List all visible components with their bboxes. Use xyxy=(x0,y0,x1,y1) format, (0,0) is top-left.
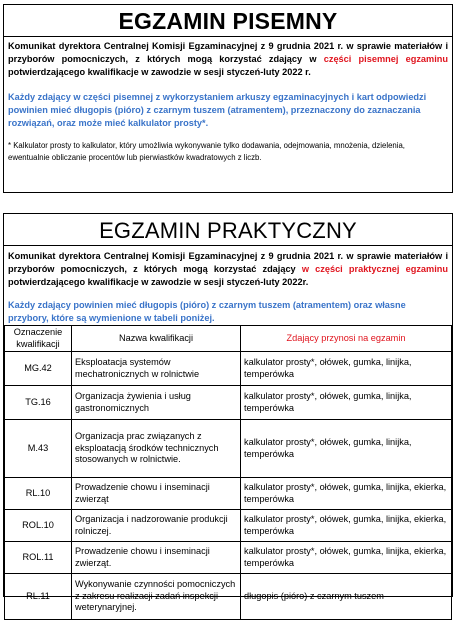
qualification-name: Organizacja żywienia i usług gastronomicznych xyxy=(72,386,241,420)
practical-exam-requirements: Każdy zdający powinien mieć długopis (pióro) z czarnym tuszem (atramentem) oraz własne przybory, które są wymienione w tabeli poniżej. xyxy=(8,300,406,323)
required-items: kalkulator prosty*, ołówek, gumka, linijka, temperówka xyxy=(241,420,452,478)
qualification-code: M.43 xyxy=(5,420,72,478)
required-items: kalkulator prosty*, ołówek, gumka, linijka, ekierka, temperówka xyxy=(241,510,452,542)
announcement-text: Komunikat dyrektora Centralnej Komisji Egzaminacyjnej z 9 grudnia 2021 r. w sprawie materiałów i przyborów pomocniczych, z których mogą korzystać zdający xyxy=(8,251,448,274)
required-items: długopis (pióro) z czarnym tuszem xyxy=(241,574,452,620)
qualification-name: Eksploatacja systemów mechatronicznych w rolnictwie xyxy=(72,352,241,386)
qualification-code: RL.10 xyxy=(5,478,72,510)
qualification-name: Prowadzenie chowu i inseminacji zwierząt xyxy=(72,478,241,510)
header-code: Oznaczenie kwalifikacji xyxy=(5,326,72,352)
practical-exam-title: EGZAMIN PRAKTYCZNY xyxy=(4,214,452,246)
table-row xyxy=(5,420,452,478)
qualification-code: RL.11 xyxy=(5,574,72,620)
table-row xyxy=(5,510,452,542)
qualifications-table xyxy=(4,325,452,620)
announcement-text-end: potwierdzającego kwalifikacje w zawodzie w sesji styczeń-luty 2022 r. xyxy=(8,67,311,77)
written-exam-title: EGZAMIN PISEMNY xyxy=(4,5,452,37)
table-row xyxy=(5,352,452,386)
announcement-highlight: części pisemnej egzaminu xyxy=(323,54,448,64)
announcement-text: Komunikat dyrektora Centralnej Komisji Egzaminacyjnej z 9 grudnia 2021 r. w sprawie materiałów i przyborów pomocniczych, z których mogą korzystać zdający w xyxy=(8,41,448,64)
qualification-code: ROL.10 xyxy=(5,510,72,542)
required-items: kalkulator prosty*, ołówek, gumka, linijka, temperówka xyxy=(241,386,452,420)
required-items: kalkulator prosty*, ołówek, gumka, linijka, ekierka, temperówka xyxy=(241,478,452,510)
qualification-name: Wykonywanie czynności pomocniczych z zakresu realizacji zadań inspekcji weterynaryjnej. xyxy=(72,574,241,620)
table-row xyxy=(5,574,452,620)
announcement-text-end: potwierdzającego kwalifikacje w zawodzie w sesji styczeń-luty 2022r. xyxy=(8,277,309,287)
announcement-highlight: w części praktycznej egzaminu xyxy=(301,264,448,274)
qualification-code: TG.16 xyxy=(5,386,72,420)
qualification-name: Organizacja i nadzorowanie produkcji rolniczej. xyxy=(72,510,241,542)
written-exam-requirements: Każdy zdający w części pisemnej z wykorzystaniem arkuszy egzaminacyjnych i kart odpowiedzi powinien mieć długopis (pióro) z czarnym tuszem (atramentem), przeznaczony do zaznaczania rozwiązań, oraz może mieć kalkulator prosty*. xyxy=(8,92,427,128)
written-exam-panel xyxy=(3,4,453,193)
required-items: kalkulator prosty*, ołówek, gumka, linijka, ekierka, temperówka xyxy=(241,542,452,574)
table-header-row xyxy=(5,326,452,352)
qualification-name: Prowadzenie chowu i inseminacji zwierząt. xyxy=(72,542,241,574)
qualification-code: MG.42 xyxy=(5,352,72,386)
qualification-code: ROL.11 xyxy=(5,542,72,574)
written-exam-announcement xyxy=(4,37,452,79)
header-name: Nazwa kwalifikacji xyxy=(72,326,241,352)
qualification-name: Organizacja prac związanych z eksploatacją środków technicznych stosowanych w rolnictwie. xyxy=(72,420,241,478)
practical-exam-announcement xyxy=(4,246,452,289)
practical-exam-panel xyxy=(3,213,453,613)
table-row xyxy=(5,542,452,574)
calculator-footnote: * Kalkulator prosty to kalkulator, który umożliwia wykonywanie tylko dodawania, odejmowania, mnożenia, dzielenia, ewentualnie obliczanie procentów lub pierwiastków kwadratowych z liczb. xyxy=(8,141,405,162)
header-items: Zdający przynosi na egzamin xyxy=(241,326,452,352)
table-row xyxy=(5,478,452,510)
required-items: kalkulator prosty*, ołówek, gumka, linijka, temperówka xyxy=(241,352,452,386)
table-row xyxy=(5,386,452,420)
